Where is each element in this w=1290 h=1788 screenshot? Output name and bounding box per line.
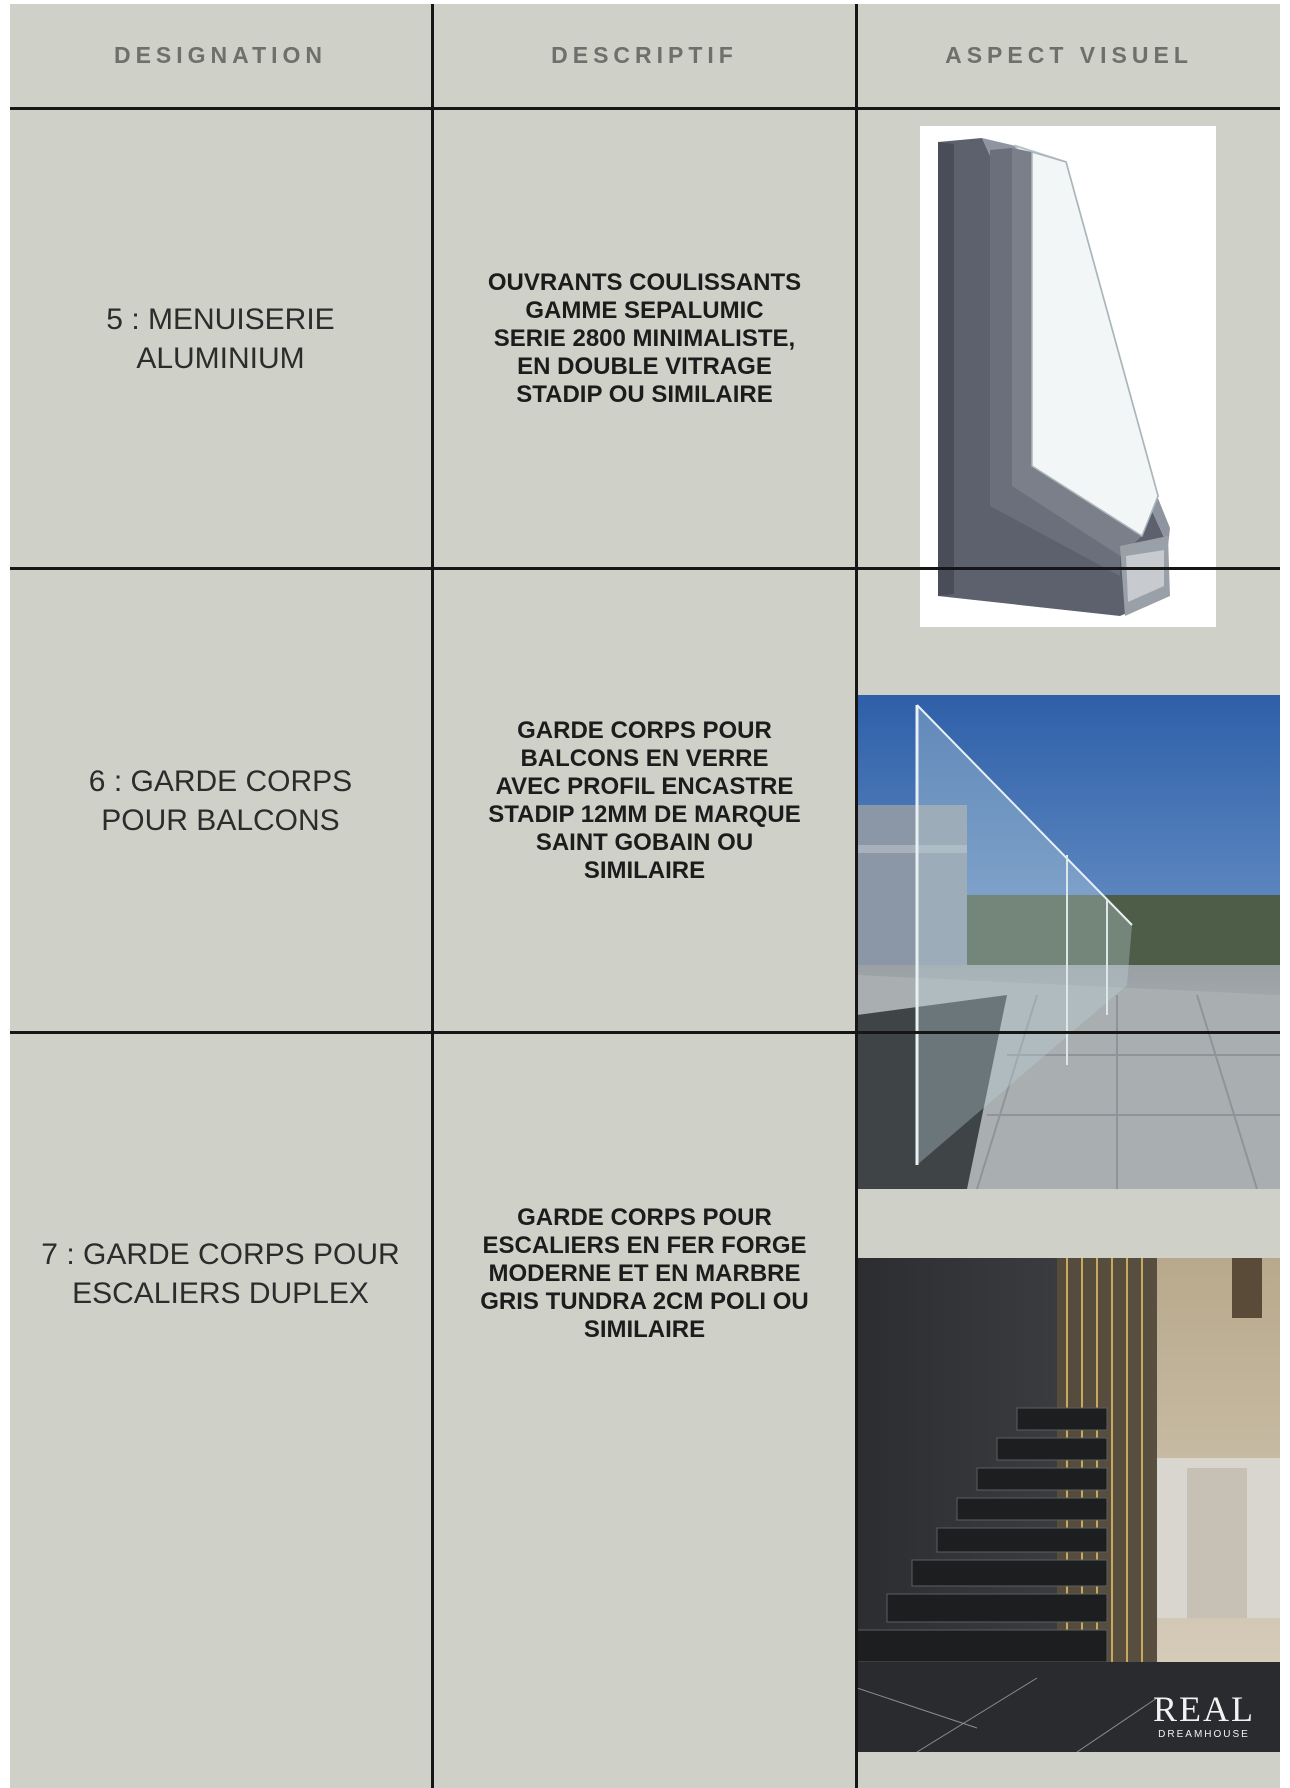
row-1-descriptif: OUVRANTS COULISSANTS GAMME SEPALUMIC SERIE 2800 MINIMALISTE, EN DOUBLE VITRAGE STADIP OU SIMILAIRE: [487, 268, 802, 408]
marble-staircase-image: [857, 1258, 1280, 1752]
spec-table: [10, 4, 1280, 1788]
row-2-designation: 6 : GARDE CORPS POUR BALCONS: [88, 764, 353, 837]
column-divider-1: [431, 4, 434, 1788]
row-divider-1: [10, 567, 1280, 570]
header-aspect-visuel: ASPECT VISUEL: [945, 42, 1193, 68]
header-divider: [10, 107, 1280, 110]
row-divider-2: [10, 1031, 1280, 1034]
brand-logo-name: REAL: [1153, 1689, 1255, 1729]
brand-logo: [1134, 1691, 1274, 1740]
header-descriptif: DESCRIPTIF: [551, 42, 738, 68]
row-1-designation: 5 : MENUISERIE ALUMINIUM: [106, 302, 335, 375]
aluminium-window-image: [920, 126, 1216, 627]
header-designation: DESIGNATION: [113, 42, 328, 68]
row-3-designation: 7 : GARDE CORPS POUR ESCALIERS DUPLEX: [41, 1238, 400, 1310]
row-2-descriptif: GARDE CORPS POUR BALCONS EN VERRE AVEC PROFIL ENCASTRE STADIP 12MM DE MARQUE SAINT GOBAIN OU SIMILAIRE: [488, 716, 801, 884]
brand-logo-tagline: DREAMHOUSE: [1158, 1729, 1250, 1740]
glass-balcony-image: [857, 695, 1280, 1189]
row-3-descriptif: GARDE CORPS POUR ESCALIERS EN FER FORGE MODERNE ET EN MARBRE GRIS TUNDRA 2CM POLI OU SIMILAIRE: [480, 1204, 809, 1343]
column-divider-2: [855, 4, 858, 1788]
